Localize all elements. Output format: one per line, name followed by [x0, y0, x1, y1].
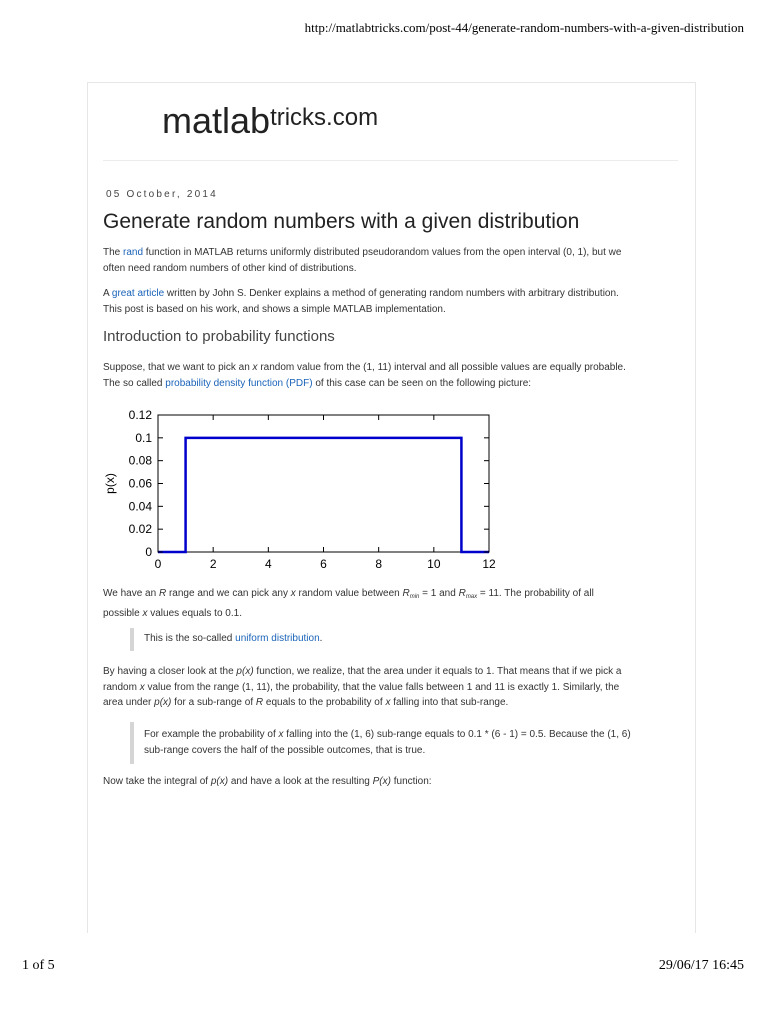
y-tick-label: 0.12 [128, 408, 152, 422]
x-tick-label: 2 [209, 557, 217, 571]
y-tick-label: 0 [145, 545, 152, 559]
y-tick-label: 0.1 [135, 430, 152, 445]
x-tick-label: 4 [264, 557, 272, 571]
paragraph-article: A great article written by John S. Denker explains a method of generating random numbers with arbitrary distribution. This post is based on his work, and shows a simple MATLAB implementation. [103, 288, 619, 315]
y-tick-label: 0.08 [128, 453, 152, 468]
post-date: 05 October, 2014 [106, 189, 218, 200]
pdf-link[interactable]: probability density function (PDF) [165, 377, 313, 389]
header-divider [103, 160, 678, 161]
chart-series [158, 438, 489, 552]
paragraph-intro: The rand function in MATLAB returns uniformly distributed pseudorandom values from the open interval (0, 1), but we often need random numbers of other kind of distributions. [103, 247, 622, 274]
print-timestamp: 29/06/17 16:45 [658, 958, 744, 973]
chart-y-label: p(x) [103, 473, 117, 494]
y-tick-label: 0.06 [128, 476, 152, 491]
great-article-link[interactable]: great article [111, 288, 165, 299]
y-tick-label: 0.04 [128, 499, 152, 514]
y-tick-label: 0.02 [128, 522, 152, 537]
x-tick-label: 0 [154, 557, 162, 571]
pdf-series-line [158, 438, 489, 552]
paragraph-range: We have an R range and we can pick any x random value between $R_{min} = 1$ and $R_{max} = 11$. The probability of all possible x values equals to 0.1. [103, 588, 594, 619]
paragraph-area: By having a closer look at the p(x) function, we realize, that the area under it equals to 1. That means that if we pick a random x value from the range (1, 11), the probability, that the value falls between 1 and 11 is exactly 1. Similarly, the area under p(x) for a sub-range of R equals to the probability of x falling into that sub-range. [103, 666, 622, 708]
x-tick-label: 12 [482, 557, 496, 571]
post-title: Generate random numbers with a given distribution [103, 210, 580, 233]
x-tick-label: 10 [427, 557, 441, 571]
x-tick-label: 6 [320, 557, 327, 571]
print-url: http://matlabtricks.com/post-44/generate-random-numbers-with-a-given-distribution [304, 20, 744, 35]
uniform-distribution-link[interactable]: uniform distribution [235, 633, 320, 644]
x-tick-label: 8 [375, 557, 383, 571]
site-logo[interactable] [162, 100, 378, 142]
chart-border [158, 415, 489, 552]
logo-main: matlab [162, 100, 271, 141]
quote-example: For example the probability of x falling into the (1, 6) sub-range equals to 0.1 * (6 - 1) = 0.5. Because the (1, 6) sub-range covers the half of the possible outcomes, that is true. [130, 722, 689, 764]
quote-uniform: This is the so-called uniform distribution. [130, 628, 689, 651]
chart-y-ticks [129, 408, 489, 559]
page-number: 1 of 5 [22, 958, 55, 973]
paragraph-integral: Now take the integral of p(x) and have a look at the resulting P(x) function: [103, 776, 432, 787]
rand-link[interactable]: rand [123, 247, 144, 258]
logo-sup: tricks.com [270, 104, 379, 131]
pdf-chart [100, 405, 500, 575]
chart-frame [158, 415, 489, 552]
paragraph-suppose: Suppose, that we want to pick an x random value from the (1, 11) interval and all possible values are equally probable. The so called probability density function (PDF) of this case can be seen on the following picture: [103, 362, 626, 389]
section-heading: Introduction to probability functions [103, 328, 335, 345]
